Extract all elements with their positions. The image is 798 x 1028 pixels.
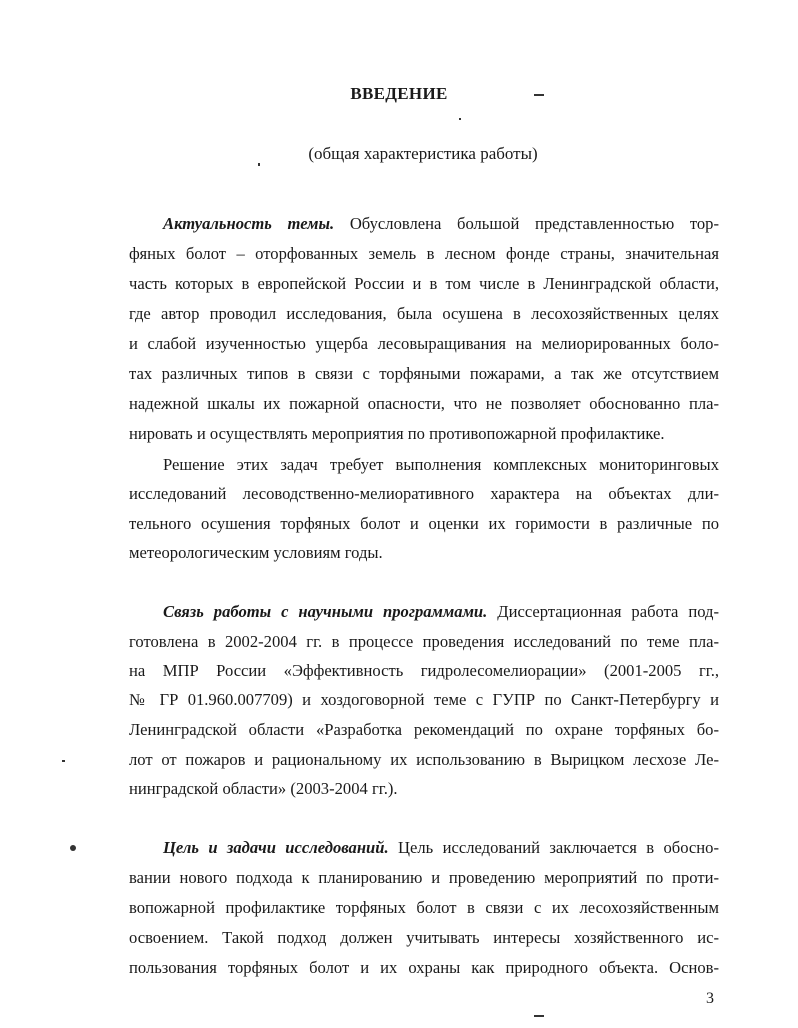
paragraph-programs-line: нинградской области» (2003-2004 гг.).	[129, 779, 398, 798]
paragraph-solution-line: Решение этих задач требует выполнения комплексных мониторинговых	[163, 455, 719, 474]
paragraph-relevance-line: нировать и осуществлять мероприятия по противопожарной профилактике.	[129, 424, 665, 443]
page-title: ВВЕДЕНИЕ	[350, 84, 448, 103]
scan-mark	[70, 845, 76, 851]
scan-mark	[534, 1015, 544, 1017]
page-number: 3	[706, 990, 714, 1007]
paragraph-relevance-line: фяных болот – оторфованных земель в лесном фонде страны, значительная	[129, 244, 719, 263]
paragraph-programs-line: готовлена в 2002-2004 гг. в процессе проведения исследований по теме пла-	[129, 632, 719, 651]
page-subtitle: (общая характеристика работы)	[308, 144, 538, 163]
paragraph-goals-line: вании нового подхода к планированию и проведению мероприятий по проти-	[129, 868, 719, 887]
paragraph-programs-line: лот от пожаров и рациональному их использованию в Вырицком лесхозе Ле-	[129, 750, 719, 769]
paragraph-programs-line: Связь работы с научными программами. Диссертационная работа под-	[163, 602, 719, 621]
paragraph-goals-line: Цель и задачи исследований. Цель исследований заключается в обосно-	[163, 838, 719, 857]
scan-mark	[459, 118, 461, 120]
paragraph-relevance-line: часть которых в европейской России и в том числе в Ленинградской области,	[129, 274, 719, 293]
paragraph-goals-line: пользования торфяных болот и их охраны как природного объекта. Основ-	[129, 958, 719, 977]
paragraph-relevance-line: где автор проводил исследования, была осушена в лесохозяйственных целях	[129, 304, 719, 323]
paragraph-programs-line: № ГР 01.960.007709) и хоздоговорной теме с ГУПР по Санкт-Петербургу и	[129, 690, 719, 709]
paragraph-goals-line: вопожарной профилактике торфяных болот в связи с их лесохозяйственным	[129, 898, 719, 917]
section-head-relevance: Актуальность темы.	[163, 214, 335, 233]
paragraph-relevance-line: Актуальность темы. Обусловлена большой представленностью тор-	[163, 214, 719, 233]
paragraph-relevance-line: тах различных типов в связи с торфяными пожарами, а так же отсутствием	[129, 364, 719, 383]
paragraph-solution-line: метеорологическим условиям годы.	[129, 543, 383, 562]
paragraph-relevance-line: и слабой изученностью ущерба лесовыращивания на мелиорированных боло-	[129, 334, 719, 353]
scan-mark	[62, 760, 65, 762]
scan-mark	[258, 163, 260, 166]
paragraph-programs-line: Ленинградской области «Разработка рекомендаций по охране торфяных бо-	[129, 720, 719, 739]
paragraph-goals-line: освоением. Такой подход должен учитывать интересы хозяйственного ис-	[129, 928, 719, 947]
section-head-programs: Связь работы с научными программами.	[163, 602, 488, 621]
paragraph-solution-line: тельного осушения торфяных болот и оценки их горимости в различные по	[129, 514, 719, 533]
scan-mark	[534, 94, 544, 96]
paragraph-programs-line: на МПР России «Эффективность гидролесомелиорации» (2001-2005 гг.,	[129, 661, 719, 680]
paragraph-solution-line: исследований лесоводственно-мелиоративного характера на объектах дли-	[129, 484, 719, 503]
section-head-goals: Цель и задачи исследований.	[163, 838, 389, 857]
paragraph-relevance-line: надежной шкалы их пожарной опасности, что не позволяет обоснованно пла-	[129, 394, 719, 413]
